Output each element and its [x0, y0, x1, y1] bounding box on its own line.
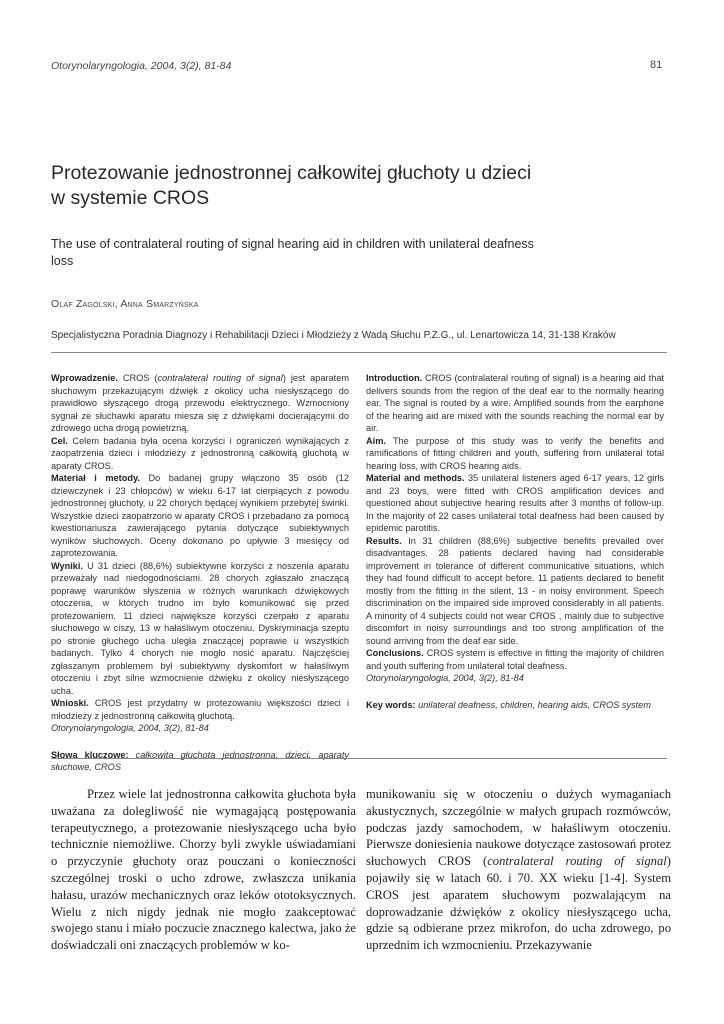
text: Celem badania była ocena korzyści i ograniczeń wynikających z zaopatrzenia dzieci i młodzieży z jednostronną całkowitą głuchotą w aparaty CROS. [51, 435, 349, 471]
text: ) pojawiły się w latach 60. i 70. XX wieku [1-4]. System CROS jest aparatem słuchowym pozwalającym na doprowadzanie dźwięków z okolicy niesłyszącego ucha, gdzie są odbierane przez mikrofon, do ucha zdrowego, po uprzednim ich wzmocnieniu. Przekazywanie [366, 854, 671, 953]
abstract-pl-citation: Otorynolaryngologia, 2004, 3(2), 81-84 [51, 723, 209, 733]
text: CROS ( [117, 373, 158, 383]
abstract-pl-results [51, 560, 349, 698]
text: Do badanej grupy włączono 35 osób (12 dziewczynek i 23 chłopców) w wieku 6-17 lat cierpiących z powodu jednostronnej głuchoty, u 22 chorych będącej wynikiem przebytej świnki. Wszystkie dzieci zaopatrzono w aparaty CROS i przebadano za pomocą kwestionariusza zawierającego pytania dotyczące subiektywnych wyników słuchowych. Oceny dokonano po upływie 3 miesięcy od zaprotezowania. [51, 473, 349, 558]
text: munikowaniu się w otoczeniu o dużych wymaganiach akustycznych, szczególnie w małych grupach rozmówców, podczas jazdy samochodem, w hałaśliwym otoczeniu. Pierwsze doniesienia naukowe dotyczące zastosowań protez słuchowych CROS ( [366, 787, 671, 869]
title-polish-line-1: Protezowanie jednostronnej całkowitej głuchoty u dzieci [51, 162, 532, 184]
text: U 31 dzieci (88,6%) subiektywne korzyści z noszenia aparatu przeważały nad niedogodnościami. 28 chorych zgłaszało znaczącą poprawę warunków słyszenia w różnych warunkach dźwiękowych otoczenia, w których trudno im było komunikować się przed protezowaniem. 11 dzieci największe korzyści czerpało z aparatu słuchowego w ciszy, 13 w hałaśliwym otoczeniu. Dyskryminacja szeptu po stronie głuchego ucha uległa znaczącej poprawie u wszystkich badanych. Tylko 4 chorych nie mogło nosić aparatu. Najczęściej zgłaszanym problemem był subiektywny dyskomfort w hałaśliwym otoczeniu i zbyt silne wzmocnienie dźwięku z okolicy niesłyszącego ucha. [51, 560, 349, 696]
text: CROS (contralateral routing of signal) is a hearing aid that delivers sounds from the region of the deaf ear to the normally hearing ear. The signal is routed by a wire. Amplified sounds from the earphone of the hearing aid are mixed with the sounds reaching the normal ear by air. [366, 373, 664, 433]
affiliation: Specjalistyczna Poradnia Diagnozy i Rehabilitacji Dzieci i Młodzieży z Wadą Słuchu P.Z.G., ul. Lenartowicza 14, 31-138 Kraków [51, 330, 616, 341]
text: ) jest aparatem słuchowym przekazującym dźwięk z okolicy ucha niesłyszącego do prawidłowo słyszącego drogą przewodu elektrycznego. Wzmocniony sygnał ze słuchawki aparatu miesza się z dźwiękami docierającymi do zdrowego ucha drogą powietrzną. [51, 373, 349, 433]
abstract-en-conclusions [366, 647, 664, 672]
abstract-en-methods [366, 472, 664, 535]
divider-bottom [51, 758, 667, 759]
label: Materiał i metody. [51, 473, 140, 483]
text: 35 unilateral listeners aged 6-17 years, 12 girls and 23 boys, were fitted with CROS amplification devices and questioned about subjective hearing results after 3 months of follow-up. In the majority of 22 cases unilateral total deafness had been caused by epidemic parotitis. [366, 473, 665, 533]
article-title-polish [51, 161, 691, 211]
article-title-english [51, 236, 691, 270]
label: Aim. [366, 435, 386, 446]
keywords-polish [51, 749, 349, 774]
abstract-en-citation: Otorynolaryngologia, 2004, 3(2), 81-84 [366, 673, 524, 683]
text: In 31 children (88,6%) subjective benefits prevailed over disadvantages. 28 patients declared having had considerable improvement in tolerance of different communicative situations, which they had found difficult to accept before. 11 patients declared to benefit mostly from the fitting in the silent, 13 - in noisy environment. Speech discrimination on the impaired side improved considerably in all patients. A minority of 4 subjects could not wear CROS , mainly due to subjective discomfort in noisy surroundings and too strong amplification of the sound arriving from the deaf ear side. [366, 535, 664, 646]
label: Introduction. [366, 373, 423, 383]
keywords-english [366, 699, 664, 712]
abstract-pl-introduction [51, 372, 349, 435]
abstract-en-aim [366, 435, 664, 473]
text: CROS jest przydatny w protezowaniu większości dzieci i młodzieży z jednostronną całkowitą głuchotą. [51, 698, 349, 721]
divider-top [51, 352, 667, 353]
body-paragraph [366, 786, 671, 954]
text-italic: całkowita głuchota jednostronna, dzieci, aparaty słuchowe, CROS [51, 749, 349, 772]
abstract-polish [51, 372, 349, 774]
abstract-pl-methods [51, 472, 349, 560]
journal-reference: Otorynolaryngologia, 2004, 3(2), 81-84 [51, 60, 232, 72]
body-text-left-column [51, 786, 356, 954]
text: The purpose of this study was to verify the benefits and ramifications of fitting children and youth, suffering from unilateral total hearing loss, with CROS hearing aids. [366, 435, 664, 471]
label: Key words: [366, 699, 416, 710]
body-text-right-column [366, 786, 671, 954]
text-italic: contralateral routing of signal [487, 854, 667, 869]
text: CROS system is effective in fitting the majority of children and youth suffering from unilateral total deafness. [366, 648, 664, 671]
body-paragraph: Przez wiele lat jednostronna całkowita głuchota była uważana za dolegliwość nie wymagającą postępowania terapeutycznego, a protezowanie niesłyszącego ucha było technicznie niemożliwe. Chorzy byli zwykle uświadamiani o przyczynie głuchoty oraz pouczani o konieczności szczególnej troski o ucho zdrowe, zwłaszcza unikania hałasu, urazów mechanicznych oraz leków ototoksycznych. Wielu z nich nigdy jednak nie mogło zaakceptować swojego stanu i miało poczucie znacznego kalectwa, jako że doświadczali oni znaczących problemów w ko- [51, 787, 356, 953]
title-english-line-2: loss [51, 254, 74, 268]
label: Material and methods. [366, 473, 465, 483]
text-italic: contralateral routing of signal [157, 373, 283, 383]
text-italic: unilateral deafness, children, hearing aids, CROS system [415, 699, 651, 710]
label: Słowa kluczowe: [51, 749, 129, 760]
title-polish-line-2: w systemie CROS [51, 187, 210, 209]
label: Results. [366, 535, 402, 546]
abstract-pl-conclusions [51, 697, 349, 722]
abstract-english [366, 372, 664, 711]
authors: Olaf Zagólski, Anna Smarzyńska [51, 298, 199, 310]
page-number: 81 [650, 59, 663, 71]
abstract-en-introduction [366, 372, 664, 435]
title-english-line-1: The use of contralateral routing of signal hearing aid in children with unilateral deafness [51, 237, 534, 251]
label: Cel. [51, 435, 68, 446]
abstract-pl-aim [51, 435, 349, 473]
label: Wyniki. [51, 560, 83, 571]
label: Wnioski. [51, 698, 89, 708]
abstract-en-results [366, 535, 664, 648]
label: Wprowadzenie. [51, 373, 118, 383]
label: Conclusions. [366, 648, 424, 658]
